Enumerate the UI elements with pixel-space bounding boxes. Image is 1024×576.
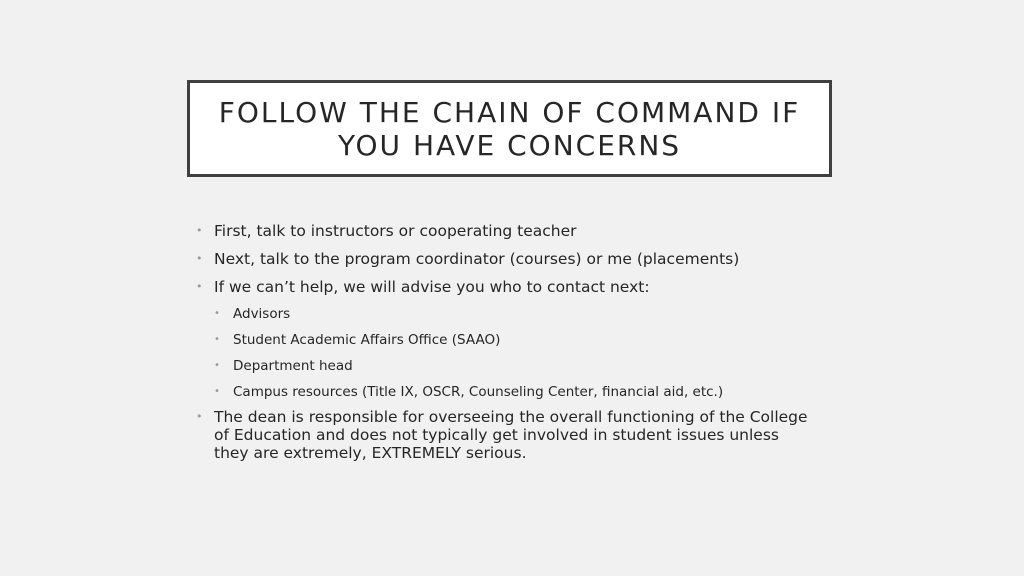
bullet-marker-icon: • (196, 410, 203, 423)
sub-bullet-text: Campus resources (Title IX, OSCR, Counseling Center, financial aid, etc.) (233, 384, 724, 400)
bullet-marker-icon: • (214, 386, 220, 397)
bullet-text: Next, talk to the program coordinator (courses) or me (placements) (214, 250, 740, 268)
sub-bullet-item (214, 332, 816, 348)
sub-bullet-item (214, 358, 816, 374)
bullet-item (196, 278, 816, 400)
bullet-marker-icon: • (214, 308, 220, 319)
sub-bullet-text: Advisors (233, 306, 291, 322)
sub-bullet-text: Student Academic Affairs Office (SAAO) (233, 332, 501, 348)
title-box (187, 80, 832, 177)
sub-bullet-text: Department head (233, 358, 353, 374)
bullet-marker-icon: • (196, 224, 203, 237)
bullet-marker-icon: • (196, 280, 203, 293)
bullet-item (196, 222, 816, 240)
sub-bullet-list (214, 306, 816, 400)
bullet-text: If we can’t help, we will advise you who to contact next: (214, 278, 650, 296)
bullet-item (196, 408, 816, 462)
bullet-marker-icon: • (214, 334, 220, 345)
bullet-marker-icon: • (196, 252, 203, 265)
sub-bullet-item (214, 306, 816, 322)
sub-bullet-item (214, 384, 816, 400)
bullet-item (196, 250, 816, 268)
slide-content (196, 222, 816, 472)
bullet-list (196, 222, 816, 462)
bullet-marker-icon: • (214, 360, 220, 371)
bullet-text: First, talk to instructors or cooperating teacher (214, 222, 577, 240)
slide-title: FOLLOW THE CHAIN OF COMMAND IF YOU HAVE CONCERNS (218, 95, 801, 162)
bullet-text: The dean is responsible for overseeing the overall functioning of the College of Education and does not typically get involved in student issues unless they are extremely, EXTREMELY serious. (214, 408, 808, 462)
